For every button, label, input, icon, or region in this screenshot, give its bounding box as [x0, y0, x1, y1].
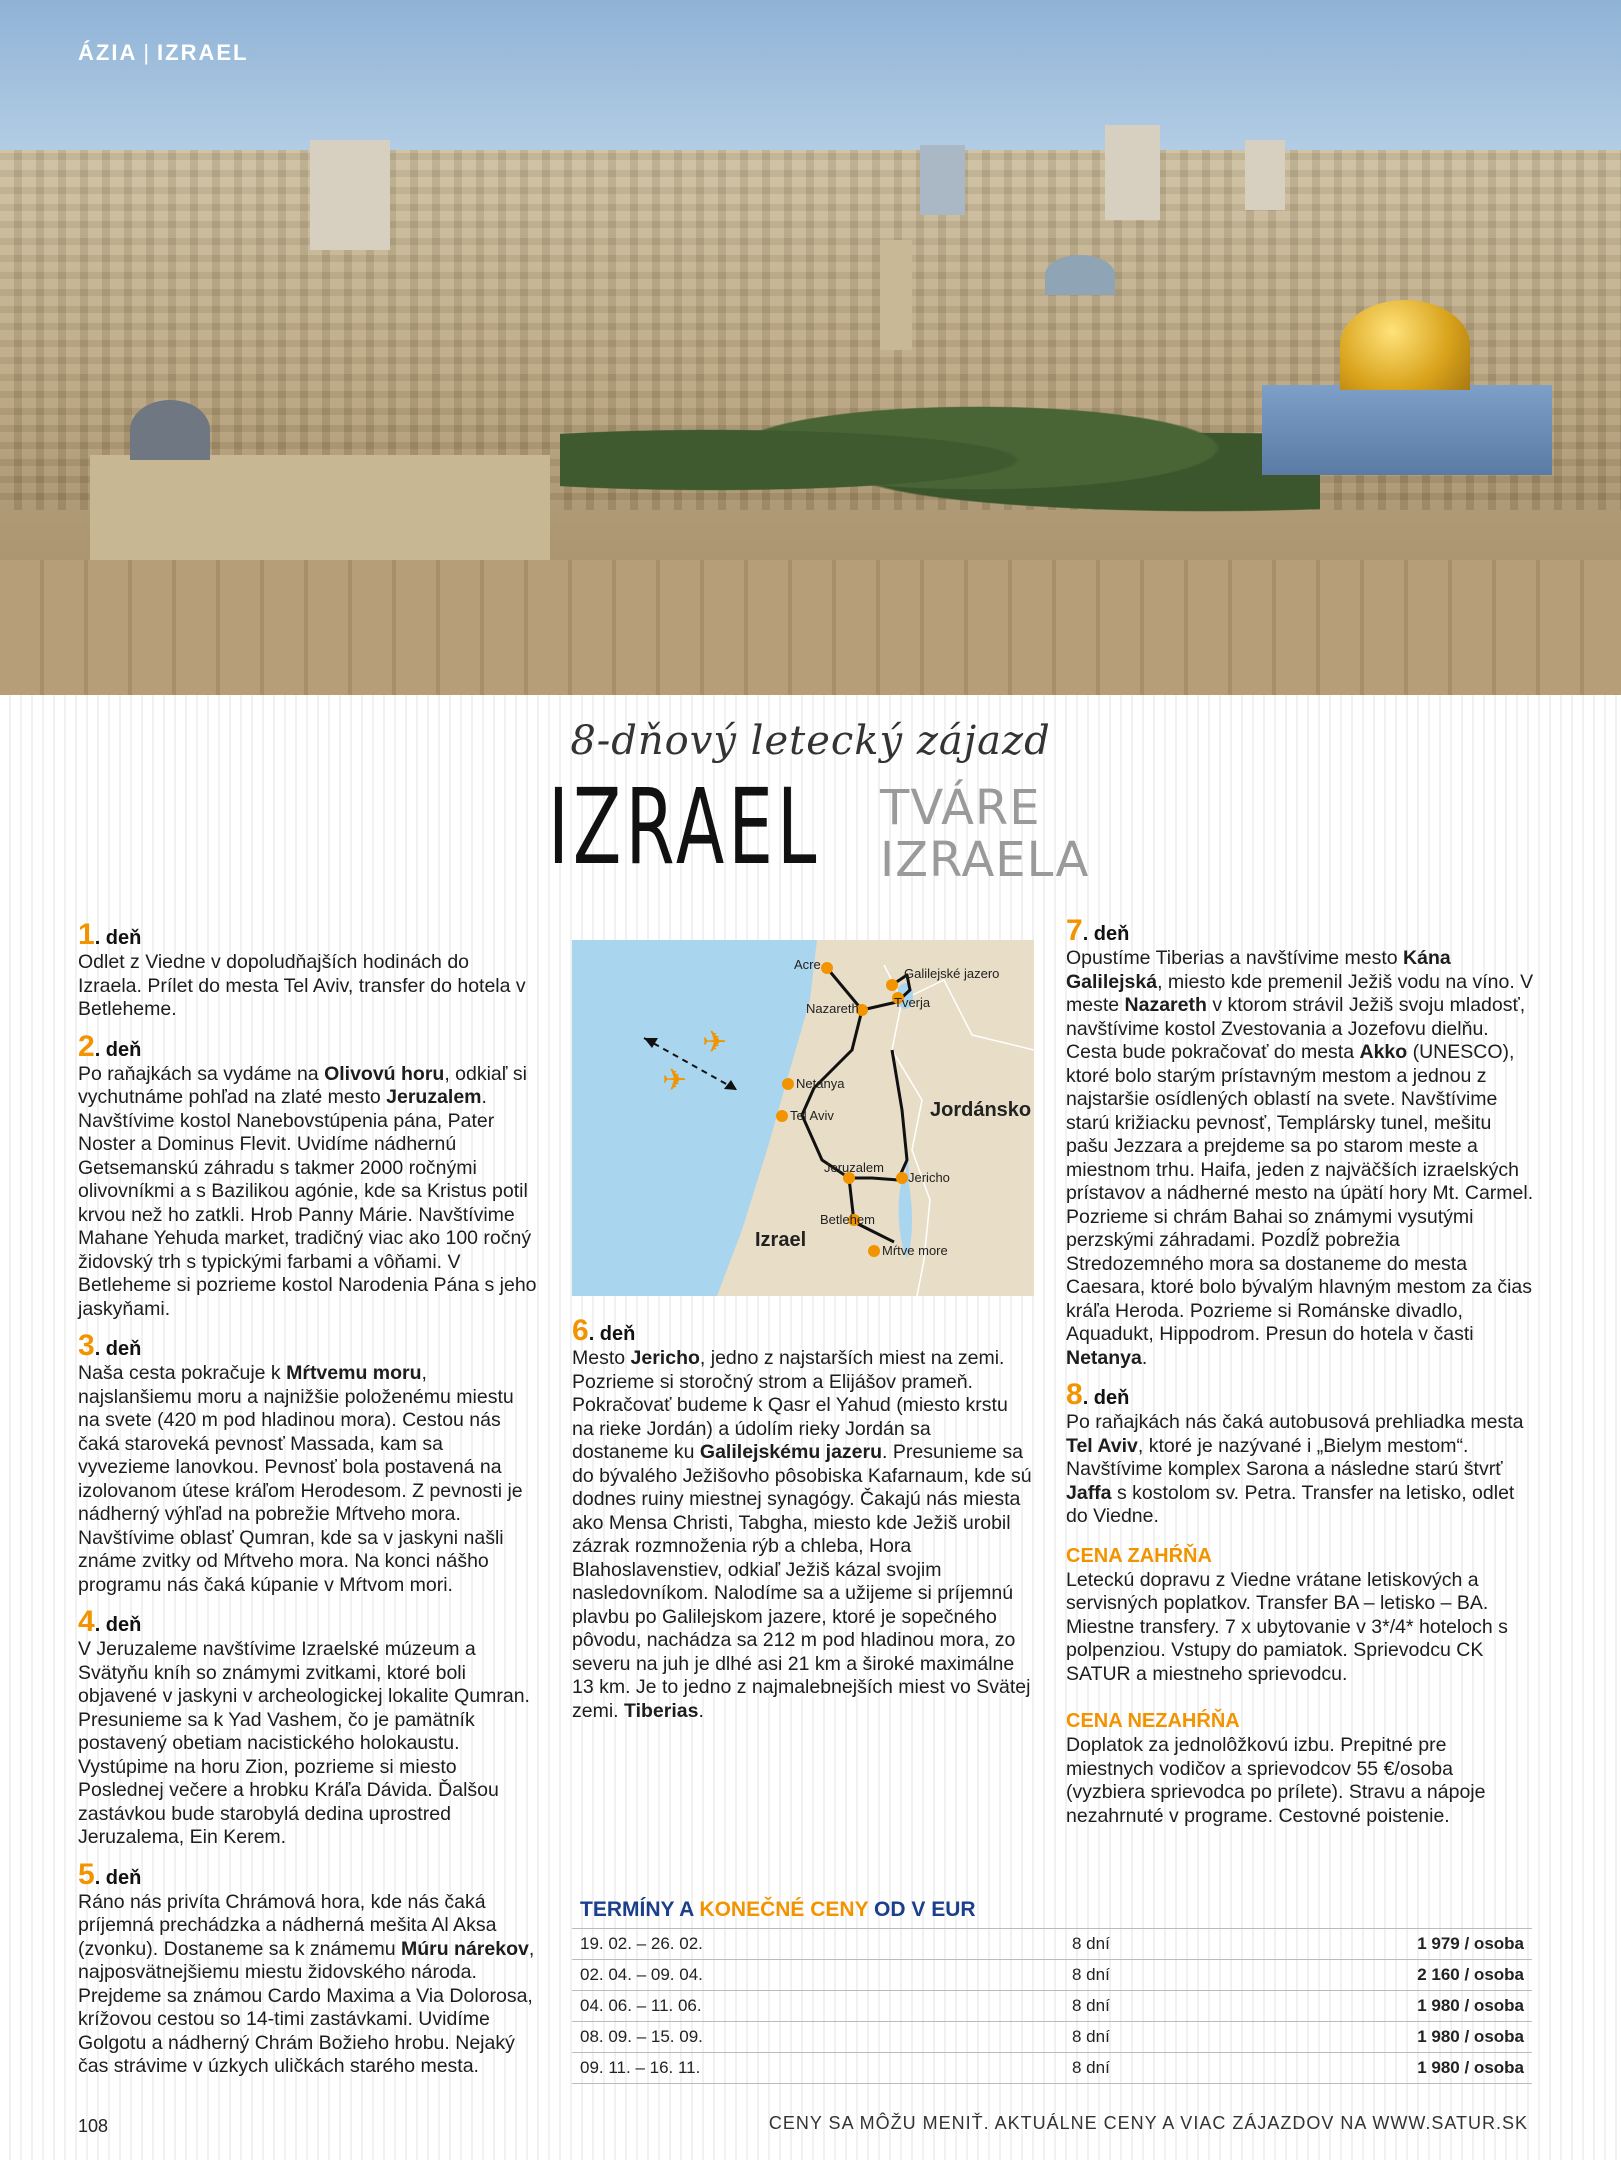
- day-7: [1066, 914, 1536, 1370]
- hero-photo-jerusalem: [0, 0, 1621, 695]
- map-label-nazareth: Nazareth: [806, 1001, 859, 1016]
- day-text: [78, 1063, 538, 1322]
- map-dot-galilee: [886, 979, 898, 991]
- hero-building: [920, 145, 965, 215]
- day-heading: [78, 918, 538, 951]
- table-row[interactable]: [572, 1929, 1532, 1960]
- price-table-section: [572, 1898, 1532, 2084]
- text-run: Naša cesta pokračuje k: [78, 1362, 287, 1384]
- page-number: 108: [78, 2116, 109, 2136]
- term-dates: 04. 06. – 11. 06.: [572, 1991, 1072, 2022]
- highlight: Netanya: [1066, 1346, 1142, 1369]
- day-5: [78, 1857, 538, 2079]
- itinerary-column-2: [572, 1314, 1032, 1735]
- itinerary-column-3: [1066, 914, 1536, 1828]
- map-label-tverja: Tverja: [894, 995, 931, 1010]
- table-row[interactable]: [572, 2022, 1532, 2053]
- route-map: [572, 940, 1034, 1296]
- text-run: (UNESCO), ktoré bolo starým prístavným mestom a jednou z najstaršie osídlených oblastí na svete. Navštívime starú križiacku pevnosť, Templársky tunel, mešitu pašu Jezzara a prejdeme sa po starom meste a miestnom trhu. Haifa, jeden z najväčších izraelských prístavov a nádherné mesto na úpätí hory Mt. Carmel. Pozrieme si chrám Bahai so známymi vysutými perzskými záhradami. Pozdĺž pobrežia Stredozemného mora sa dostaneme do mesta Caesara, ktoré bolo bývalým hlavným mestom za čias kráľa Heroda. Pozrieme si Románske divadlo, Aquadukt, Hippodrom. Presun do hotela v časti: [1066, 1041, 1534, 1345]
- breadcrumb-region[interactable]: ÁZIA: [78, 40, 138, 65]
- term-duration: 8 dní: [1072, 2053, 1402, 2084]
- hero-dome: [1045, 255, 1115, 295]
- highlight: Mŕtvemu moru: [286, 1362, 422, 1384]
- map-dot-netanya: [782, 1078, 794, 1090]
- breadcrumb: [78, 40, 249, 66]
- price-includes-heading: CENA ZAHŔŇA: [1066, 1544, 1212, 1567]
- map-label-galilee: Galilejské jazero: [904, 966, 1000, 981]
- highlight: Múru nárekov: [400, 1937, 529, 1960]
- text-run: Po raňajkách sa vydáme na: [78, 1062, 325, 1085]
- airplane-icon: ✈: [702, 1025, 728, 1060]
- text-run: , miesto kde premenil Ježiš vodu na víno. V meste: [1066, 970, 1534, 1016]
- map-dot-deadsea: [868, 1245, 880, 1257]
- day-label: . deň: [94, 927, 142, 949]
- title-run: TERMÍNY A: [580, 1898, 700, 1921]
- text-run: Mesto: [572, 1347, 631, 1369]
- text-run: Ráno nás privíta Chrámová hora, kde nás čaká príjemná prechádzka a nádherná mešita Al Aksa (zvonku). Dostaneme sa k známemu: [78, 1890, 497, 1960]
- table-row[interactable]: [572, 1960, 1532, 1991]
- hero-dome-of-rock-base: [1262, 385, 1552, 475]
- day-number: 5: [78, 1857, 95, 1891]
- day-text: [1066, 1411, 1536, 1529]
- highlight: Nazareth: [1124, 994, 1207, 1016]
- highlight: Tel Aviv: [1066, 1434, 1138, 1457]
- text-run: . Navštívime kostol Nanebovstúpenia pána, Pater Noster a Dominus Flevit. Uvidíme nádhernú Getsemanskú záhradu s takmer 2000 ročnými olivovníkmi a s Bazilikou agónie, kde sa Kristus potil krvou než ho zatkli. Hrob Panny Márie. Navštívime Mahane Yehuda market, tradičný viac ako 100 ročný židovský trh s typickými farbami a vôňami. V Betleheme si pozrieme kostol Narodenia Pána s jeho jaskyňami.: [78, 1086, 537, 1320]
- day-heading: [78, 1605, 538, 1638]
- day-label: . deň: [94, 1338, 142, 1360]
- day-heading: [78, 1029, 538, 1063]
- day-text: [572, 1347, 1032, 1723]
- highlight: Galilejskému jazeru: [699, 1441, 883, 1463]
- day-3: [78, 1329, 538, 1597]
- airplane-icon: ✈: [662, 1063, 688, 1098]
- day-heading: [78, 1329, 538, 1362]
- text-run: , najposvätnejšiemu miestu židovského národa. Prejdeme sa známou Cardo Maxima a Via Dolorosa, krížovou cestou so 14-timi zastávkami. Uvidíme Golgotu a nádherný Chrám Božieho hrobu. Nejaký čas strávime v úzkych uličkách starého mesta.: [78, 1937, 535, 2077]
- text-run: .: [1141, 1346, 1148, 1369]
- map-dot-jericho: [896, 1172, 908, 1184]
- map-label-israel: Izrael: [755, 1229, 807, 1251]
- tagline-line-1: TVÁRE: [880, 780, 1041, 836]
- text-run: Po raňajkách nás čaká autobusová prehliadka mesta: [1066, 1411, 1524, 1433]
- hero-city-wall: [0, 560, 1621, 695]
- day-number: 7: [1066, 914, 1083, 947]
- text-run: , odkiaľ si vychutnáme pohľad na zlaté mesto: [78, 1062, 527, 1108]
- term-duration: 8 dní: [1072, 1960, 1402, 1991]
- map-label-jerusalem: Jeruzalem: [824, 1160, 884, 1175]
- term-dates: 08. 09. – 15. 09.: [572, 2022, 1072, 2053]
- hero-tower: [880, 240, 912, 350]
- term-price: 1 980 / osoba: [1402, 2053, 1532, 2084]
- itinerary-column-1: [78, 918, 538, 2091]
- breadcrumb-country[interactable]: IZRAEL: [157, 40, 249, 65]
- day-heading: [1066, 1378, 1536, 1411]
- price-includes-text: Leteckú dopravu z Viedne vrátane letiskových a servisných poplatkov. Transfer BA – letisko – BA. Miestne transfery. 7 x ubytovanie v 3*/4* hoteloch s polpenziou. Vstupy do pamiatok. Sprievodcu CK SATUR a miestneho sprievodcu.: [1066, 1568, 1508, 1685]
- map-label-deadsea: Mŕtve more: [882, 1243, 948, 1258]
- day-8: [1066, 1378, 1536, 1529]
- term-dates: 02. 04. – 09. 04.: [572, 1960, 1072, 1991]
- text-run: v ktorom strávil Ježiš svoju mladosť, navštívime kostol Zvestovania a Jozefovu dielňu. Cesta bude pokračovať do mesta: [1066, 994, 1526, 1063]
- term-price: 1 980 / osoba: [1402, 1991, 1532, 2022]
- hero-building: [310, 140, 390, 250]
- term-dates: 19. 02. – 26. 02.: [572, 1929, 1072, 1960]
- hero-trees: [560, 400, 1320, 520]
- page-title: IZRAEL: [548, 766, 821, 888]
- price-table: [572, 1928, 1532, 2084]
- map-label-acre: Acre: [794, 957, 821, 972]
- hero-golden-dome: [1340, 300, 1470, 390]
- day-number: 8: [1066, 1378, 1083, 1411]
- price-table-title: [580, 1898, 1532, 1922]
- map-dot-telaviv: [776, 1110, 788, 1122]
- price-excludes-text: Doplatok za jednolôžkovú izbu. Prepitné pre miestnych vodičov a sprievodcov 55 €/osoba (vyzbiera sprievodca po prílete). Stravu a nápoje nezahrnuté v programe. Cestovné poistenie.: [1066, 1734, 1486, 1827]
- hero-mosque-building: [90, 455, 550, 565]
- table-row[interactable]: [572, 2053, 1532, 2084]
- term-dates: 09. 11. – 16. 11.: [572, 2053, 1072, 2084]
- day-number: 3: [78, 1329, 95, 1362]
- term-duration: 8 dní: [1072, 1929, 1402, 1960]
- hero-building: [1245, 140, 1285, 210]
- text-run: , jedno z najstarších miest na zemi. Pozrieme si storočný strom a Elijášov prameň. Pokračovať budeme k Qasr el Yahud (miesto krstu na rieke Jordán) a údolím rieky Jordán sa dostaneme ku: [572, 1347, 1008, 1463]
- map-label-netanya: Netanya: [796, 1076, 845, 1091]
- day-text: [78, 1891, 538, 2079]
- map-label-jordan: Jordánsko: [930, 1099, 1032, 1121]
- day-text: [78, 1362, 538, 1597]
- day-text: [1066, 947, 1536, 1370]
- tagline-line-2: IZRAELA: [880, 832, 1090, 888]
- term-price: 1 980 / osoba: [1402, 2022, 1532, 2053]
- day-text: V Jeruzaleme navštívime Izraelské múzeum a Svätyňu kníh so známymi zvitkami, ktoré boli objavené v jaskyni v archeologickej lokalite Qumran. Presunieme sa k Yad Vashem, čo je pamätník postavený obetiam nacistického holokaustu. Vystúpime na horu Zion, pozrieme si miesto Poslednej večere a hrobku Kráľa Dávida. Ďalšou zastávkou bude starobylá dedina uprostred Jeruzalema, Ein Kerem.: [78, 1638, 530, 1848]
- highlight: Akko: [1359, 1041, 1408, 1063]
- hero-building: [1105, 125, 1160, 220]
- text-run: , ktoré je nazývané i „Bielym mestom“. Navštívime komplex Sarona a následne starú štvrť: [1066, 1434, 1503, 1480]
- text-run: Opustíme Tiberias a navštívime mesto: [1066, 947, 1404, 969]
- text-run: . Presunieme sa do bývalého Ježišovho pôsobiska Kafarnaum, kde sú dodnes ruiny miestnej synagógy. Čakajú nás miesta ako Mensa Christi, Tabgha, miesto kde Ježiš urobil zázrak rozmnoženia rýb a chleba, Hora Blahoslavenstiev, odkiaľ Ježiš kázal svojim nasledovníkom. Nalodíme sa a užijeme si príjemnú plavbu po Galilejskom jazere, ktoré je sopečného pôvodu, nachádza sa 212 m pod hladinou mora, zo severu na juh je dlhé asi 21 km a široké maximálne 13 km. Je to jedno z najmalebnejších miest vo Svätej zemi.: [572, 1441, 1032, 1722]
- day-4: [78, 1605, 538, 1850]
- map-label-telaviv: Tel Aviv: [790, 1108, 834, 1123]
- table-row[interactable]: [572, 1991, 1532, 2022]
- day-label: . deň: [1082, 1387, 1130, 1409]
- title-run-highlight: KONEČNÉ CENY: [699, 1898, 869, 1921]
- day-label: . deň: [1082, 923, 1130, 945]
- highlight: Olivovú horu: [324, 1062, 445, 1085]
- day-1: [78, 918, 538, 1022]
- hero-grey-dome: [130, 400, 210, 460]
- day-heading: [572, 1314, 1032, 1347]
- day-label: . deň: [588, 1323, 636, 1345]
- highlight: Jaffa: [1066, 1481, 1112, 1504]
- day-text: Odlet z Viedne v dopoludňajších hodinách do Izraela. Prílet do mesta Tel Aviv, transfer do hotela v Betleheme.: [78, 951, 526, 1020]
- price-excludes-heading: CENA NEZAHŔŇA: [1066, 1710, 1240, 1732]
- day-6: [572, 1314, 1032, 1723]
- title-tagline: [880, 782, 1089, 886]
- map-label-jericho: Jericho: [908, 1170, 950, 1185]
- text-run: s kostolom sv. Petra. Transfer na letisko, odlet do Viedne.: [1066, 1481, 1515, 1527]
- title-run: OD V EUR: [868, 1898, 976, 1921]
- breadcrumb-separator: |: [143, 40, 152, 65]
- term-price: 2 160 / osoba: [1402, 1960, 1532, 1991]
- map-label-bethlehem: Betlehem: [820, 1212, 875, 1227]
- highlight: Jeruzalem: [386, 1086, 482, 1108]
- text-run: .: [698, 1699, 704, 1722]
- day-label: . deň: [94, 1614, 142, 1636]
- day-number: 6: [572, 1314, 589, 1347]
- highlight: Jericho: [630, 1347, 700, 1369]
- term-duration: 8 dní: [1072, 1991, 1402, 2022]
- day-number: 2: [78, 1029, 95, 1063]
- day-label: . deň: [94, 1866, 142, 1889]
- day-2: [78, 1029, 538, 1322]
- day-number: 4: [78, 1605, 95, 1638]
- highlight: Kána Galilejská: [1066, 947, 1451, 993]
- footer-note[interactable]: CENY SA MÔŽU MENIŤ. AKTUÁLNE CENY A VIAC ZÁJAZDOV NA WWW.SATUR.SK: [768, 2113, 1528, 2133]
- day-label: . deň: [94, 1038, 142, 1061]
- day-number: 1: [78, 918, 95, 951]
- day-heading: [78, 1857, 538, 1891]
- map-dot-acre: [821, 962, 833, 974]
- term-duration: 8 dní: [1072, 2022, 1402, 2053]
- highlight: Tiberias: [624, 1699, 699, 1722]
- text-run: , najslanšiemu moru a najnižšie položenému miestu na svete (420 m pod hladinou mora). Cestou nás čaká staroveká pevnosť Massada, kam sa vyvezieme lanovkou. Pevnosť bola postavená na izolovanom útese kráľom Herodesom. Z pevnosti je nádherný výhľad na pobrežie Mŕtveho mora. Navštívime oblasť Qumran, kde sa v jaskyni našli známe zvitky od Mŕtveho mora. Na konci nášho programu nás čaká kúpanie v Mŕtvom mori.: [78, 1362, 523, 1596]
- trip-subtitle: 8-dňový letecký zájazd: [570, 718, 1051, 764]
- term-price: 1 979 / osoba: [1402, 1929, 1532, 1960]
- day-heading: [1066, 914, 1536, 947]
